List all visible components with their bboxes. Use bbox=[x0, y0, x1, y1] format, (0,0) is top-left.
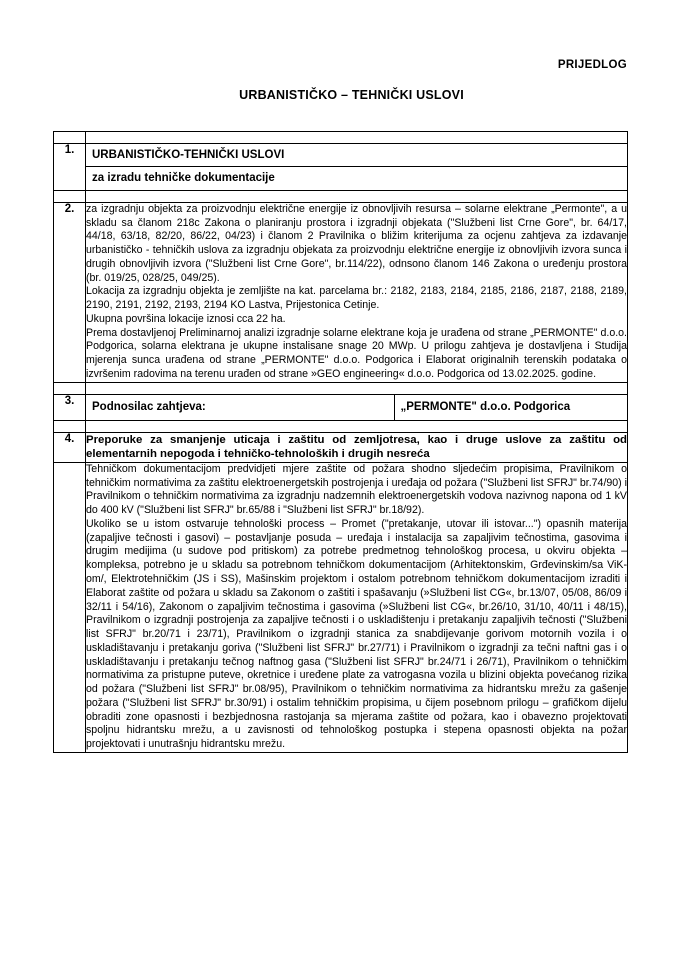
section-1-title-line-1: URBANISTIČKO-TEHNIČKI USLOVI bbox=[92, 149, 285, 161]
spacer-number-cell bbox=[54, 190, 86, 202]
section-2-paragraph-2: Lokacija za izgradnju objekta je zemljište na kat. parcelama br.: 2182, 2183, 2184, 2185, 2186, 2187, 2188, 2189, 2190, 2191, 2192, 2193, 2194 KO Lastva, Prijestonica Cetinje. bbox=[86, 285, 627, 312]
page-title: URBANISTIČKO – TEHNIČKI USLOVI bbox=[239, 88, 464, 102]
section-1-body bbox=[86, 144, 628, 191]
table-row bbox=[54, 394, 628, 420]
section-1-title-line-2: za izradu tehničke dokumentacije bbox=[86, 166, 627, 189]
spacer-body-cell bbox=[86, 190, 628, 202]
section-4-body bbox=[86, 462, 628, 752]
row-number-1: 1. bbox=[54, 144, 86, 191]
spacer-number-cell bbox=[54, 132, 86, 144]
table-row bbox=[54, 432, 628, 462]
table-spacer-row bbox=[54, 132, 628, 144]
section-3-body bbox=[86, 394, 628, 420]
row-number-3: 3. bbox=[54, 394, 86, 420]
section-4-paragraph-1: Tehničkom dokumentacijom predvidjeti mjere zaštite od požara shodno sljedećim propisima, Pravilnikom o tehničkim normativima za zaštitu elektroenergetskih postrojenja i uređaja od požara ("Službeni list SFRJ" br.74/90) i Pravilnikom o tehničkim normativima za izgradnju nadzemnih elektroenergetskih vodova nazivnog napona od 1 kV do 400 kV ("Službeni list SFRJ" br.65/88 i "Službeni list SFRJ" br.18/92). bbox=[86, 462, 627, 517]
row-number-4: 4. bbox=[54, 432, 86, 462]
applicant-label: Podnosilac zahtjeva: bbox=[92, 400, 206, 413]
section-4-heading-cell bbox=[86, 432, 628, 462]
spacer-number-cell bbox=[54, 382, 86, 394]
table-row bbox=[54, 202, 628, 382]
spacer-body-cell bbox=[86, 132, 628, 144]
section-2-paragraph-4: Prema dostavljenoj Preliminarnoj analizi izgradnje solarne elektrane koja je urađena od strane „PERMONTE" d.o.o. Podgorica, solarna elektrana je ukupne instalisane snage 20 MWp. U prilogu zahtjeva je dostavljena i Studija mjerenja sunca urađena od strane „PERMONTE" d.o.o. Podgorica i Elaborat originalnih terenskih podataka o izvršenim radovima na terenu urađen od strane »GEO engineering« d.o.o. Podgorica od 13.02.2025. godine. bbox=[86, 326, 627, 380]
table-spacer-row bbox=[54, 420, 628, 432]
table-spacer-row bbox=[54, 382, 628, 394]
document-proposal-label: PRIJEDLOG bbox=[557, 59, 627, 71]
section-4-paragraph-2: Ukoliko se u istom ostvaruje tehnološki process – Promet ("pretakanje, utovar ili istovar...") opasnih materija (zapaljive tečnosti i gasovi) – postavljanje posuda – uređaja i instalacija sa zapaljivim tečnostima, gasovima i drugim medijima (u sudove pod pritiskom) za potrebe predmetnog tehnološkog procesa, u okviru objekta – kompleksa, potrebno je u skladu sa potrebnom tehničkom dokumentacijom (Arhitektonskim, Grđevinskim/sa ViK-om/, Elektrotehničkim (JS i SS), Mašinskim projektom i ostalom potrebnom tehničkom dokumentacijom izraditi i Elaborat zaštite od požara u skladu sa Zakonom o zaštiti i spašavanju (»Službeni list CG«, br.13/07, 05/08, 86/09 i 32/11 i 54/16), Zakonom o zapaljivim tečnostima i gasovima (»Službeni list CG«, br.26/10, 31/10, 40/11 i 48/15), Pravilnikom o izgradnji postrojenja za zapaljive tečnosti i o uskladištenju i pretakanju zapaljivih tečnosti ("Službeni list SFRJ" br.20/71 i 23/71), Pravilnikom o izgradnji stanica za snabdijevanje gorivom motornih vozila i o uskladištavanju i pretakanju goriva ("Službeni list SFRJ" br.27/71) i Pravilnikom o izgradnji za tečni naftni gas i o uskladištavanju i pretakanju tečnog naftnog gasa ("Službeni list SFRJ" br.24/71 i 26/71), Pravilnikom o tehničkim normativima za pristupne puteve, okretnice i uređene plate za vatrogasna vozila u blizini objekta povećanog rizika od požara ("Službeni list SFRJ" br.08/95), Pravilnikom o tehničkim normativima za hidrantsku mrežu za gašenje požara ("Službeni list SFRJ" br.30/91) i ostalim tehničkim propisima, u čijem posebnom prilogu – grafičkom dijelu obraditi zone opasnosti i bezbjednosna rastojanja sa mjerama zaštite od požara, kao i obavezno projektovati spoljnu hidrantsku mrežu, a u zavisnosti od tehnološkog postupka i stepena opasnosti objekta na požar projektovati i unutrašnju hidrantsku mrežu. bbox=[86, 517, 627, 751]
table-spacer-row bbox=[54, 190, 628, 202]
section-2-paragraph-1: za izgradnju objekta za proizvodnju električne energije iz obnovljivih resursa – solarne elektrane „Permonte", a u skladu sa članom 218c Zakona o planiranju prostora i izgradnji objekata ("Službeni list Crne Gore", br. 64/17, 44/18, 63/18, 82/20, 86/22, 04/23) i članom 2 Pravilnika o bližim kriterijuma za ocjenu zahtjeva za izdavanje urbanističko - tehničkih uslova za izgradnju objekata za proizvodnju električne energije iz obnovljivih izvora sunca i drugih obnovljivih izvora ("Službeni list Crne Gore", br.114/22), odnsono članom 146 Zakona o uređenju prostora (br. 019/25, 028/25, 049/25). bbox=[86, 202, 627, 284]
table-row bbox=[54, 462, 628, 752]
urban-technical-conditions-table bbox=[53, 131, 628, 753]
applicant-value: „PERMONTE" d.o.o. Podgorica bbox=[394, 395, 627, 420]
applicant-row bbox=[86, 395, 627, 420]
section-4-empty-number-cell bbox=[54, 462, 86, 752]
section-2-body bbox=[86, 202, 628, 382]
section-2-paragraph-3: Ukupna površina lokacije iznosi cca 22 ha. bbox=[86, 312, 286, 325]
section-4-heading: Preporuke za smanjenje uticaja i zaštitu od zemljotresa, kao i druge uslove za zaštitu od elementarnih nepogoda i tehničko-tehnoloških i drugih nesreća bbox=[86, 433, 627, 461]
spacer-body-cell bbox=[86, 382, 628, 394]
row-number-2: 2. bbox=[54, 202, 86, 382]
spacer-body-cell bbox=[86, 420, 628, 432]
table-row bbox=[54, 144, 628, 191]
spacer-number-cell bbox=[54, 420, 86, 432]
